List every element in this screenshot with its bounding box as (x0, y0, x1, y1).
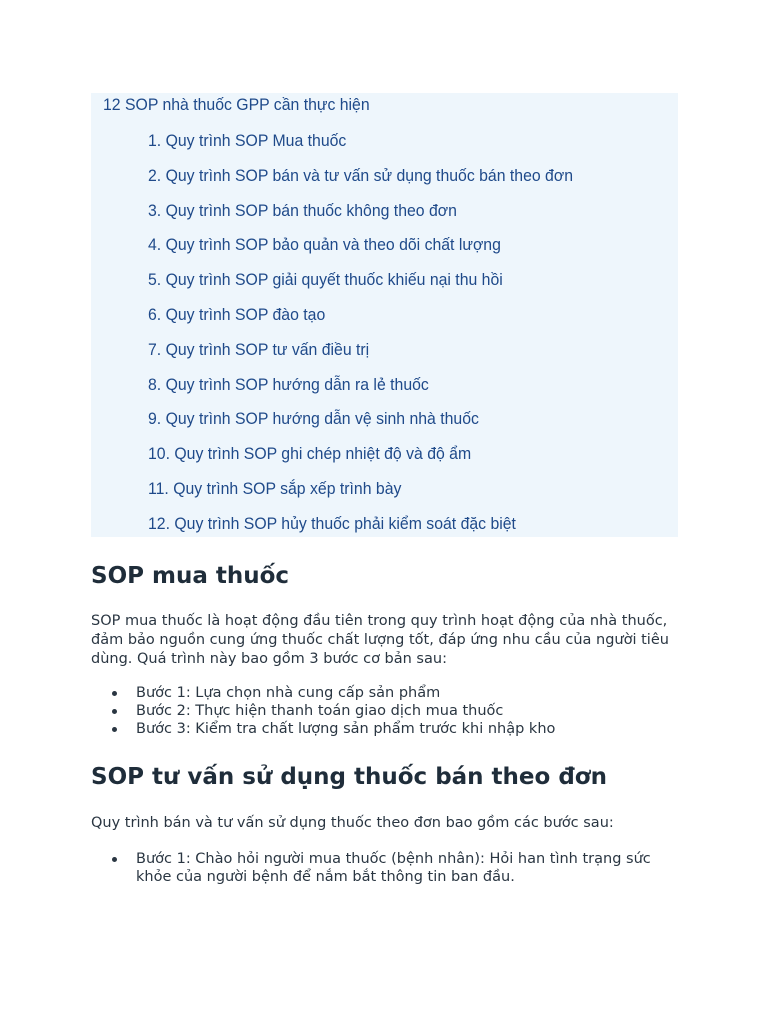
sop-list-item: 12. Quy trình SOP hủy thuốc phải kiểm soát đặc biệt (148, 513, 516, 533)
bullet-icon (112, 709, 117, 714)
sop-list (148, 129, 605, 547)
section-paragraph-tu-van: Quy trình bán và tư vấn sử dụng thuốc theo đơn bao gồm các bước sau: (91, 815, 614, 831)
list-item-text: Bước 2: Thực hiện thanh toán giao dịch mua thuốc (136, 703, 504, 719)
bullet-list-tu-van (91, 850, 681, 886)
sop-list-item: 11. Quy trình SOP sắp xếp trình bày (148, 478, 402, 498)
sop-list-item: 7. Quy trình SOP tư vấn điều trị (148, 339, 370, 359)
sop-list-item: 5. Quy trình SOP giải quyết thuốc khiếu nại thu hồi (148, 270, 503, 290)
sop-image-title: 12 SOP nhà thuốc GPP cần thực hiện (103, 95, 370, 114)
sop-list-item: 9. Quy trình SOP hướng dẫn vệ sinh nhà thuốc (148, 409, 479, 429)
sop-list-image (91, 93, 678, 537)
list-item (91, 720, 681, 738)
bullet-list-mua-thuoc (91, 684, 681, 738)
list-item-text: Bước 1: Chào hỏi người mua thuốc (bệnh nhân): Hỏi han tình trạng sức khỏe của người bệnh để nắm bắt thông tin ban đầu. (136, 851, 651, 885)
list-item (91, 850, 681, 886)
list-item-text: Bước 3: Kiểm tra chất lượng sản phẩm trước khi nhập kho (136, 721, 556, 737)
sop-list-item: 3. Quy trình SOP bán thuốc không theo đơn (148, 200, 457, 220)
list-item-text: Bước 1: Lựa chọn nhà cung cấp sản phẩm (136, 685, 441, 701)
sop-list-item: 2. Quy trình SOP bán và tư vấn sử dụng thuốc bán theo đơn (148, 165, 574, 185)
section-paragraph-mua-thuoc: SOP mua thuốc là hoạt động đầu tiên trong quy trình hoạt động của nhà thuốc, đảm bảo nguồn cung ứng thuốc chất lượng tốt, đáp ứng nhu cầu của người tiêu dùng. Quá trình này bao gồm 3 bước cơ bản sau: (91, 613, 669, 667)
bullet-icon (112, 727, 117, 732)
list-item (91, 684, 681, 702)
bullet-icon (112, 691, 117, 696)
sop-list-item: 8. Quy trình SOP hướng dẫn ra lẻ thuốc (148, 374, 429, 394)
sop-list-item: 10. Quy trình SOP ghi chép nhiệt độ và độ ẩm (148, 444, 472, 464)
sop-list-item: 6. Quy trình SOP đào tạo (148, 304, 326, 324)
sop-list-item: 1. Quy trình SOP Mua thuốc (148, 131, 347, 150)
bullet-icon (112, 857, 117, 862)
section-heading-tu-van: SOP tư vấn sử dụng thuốc bán theo đơn (91, 764, 607, 790)
section-heading-mua-thuoc: SOP mua thuốc (91, 563, 290, 589)
sop-list-item: 4. Quy trình SOP bảo quản và theo dõi chất lượng (148, 235, 501, 255)
list-item (91, 702, 681, 720)
